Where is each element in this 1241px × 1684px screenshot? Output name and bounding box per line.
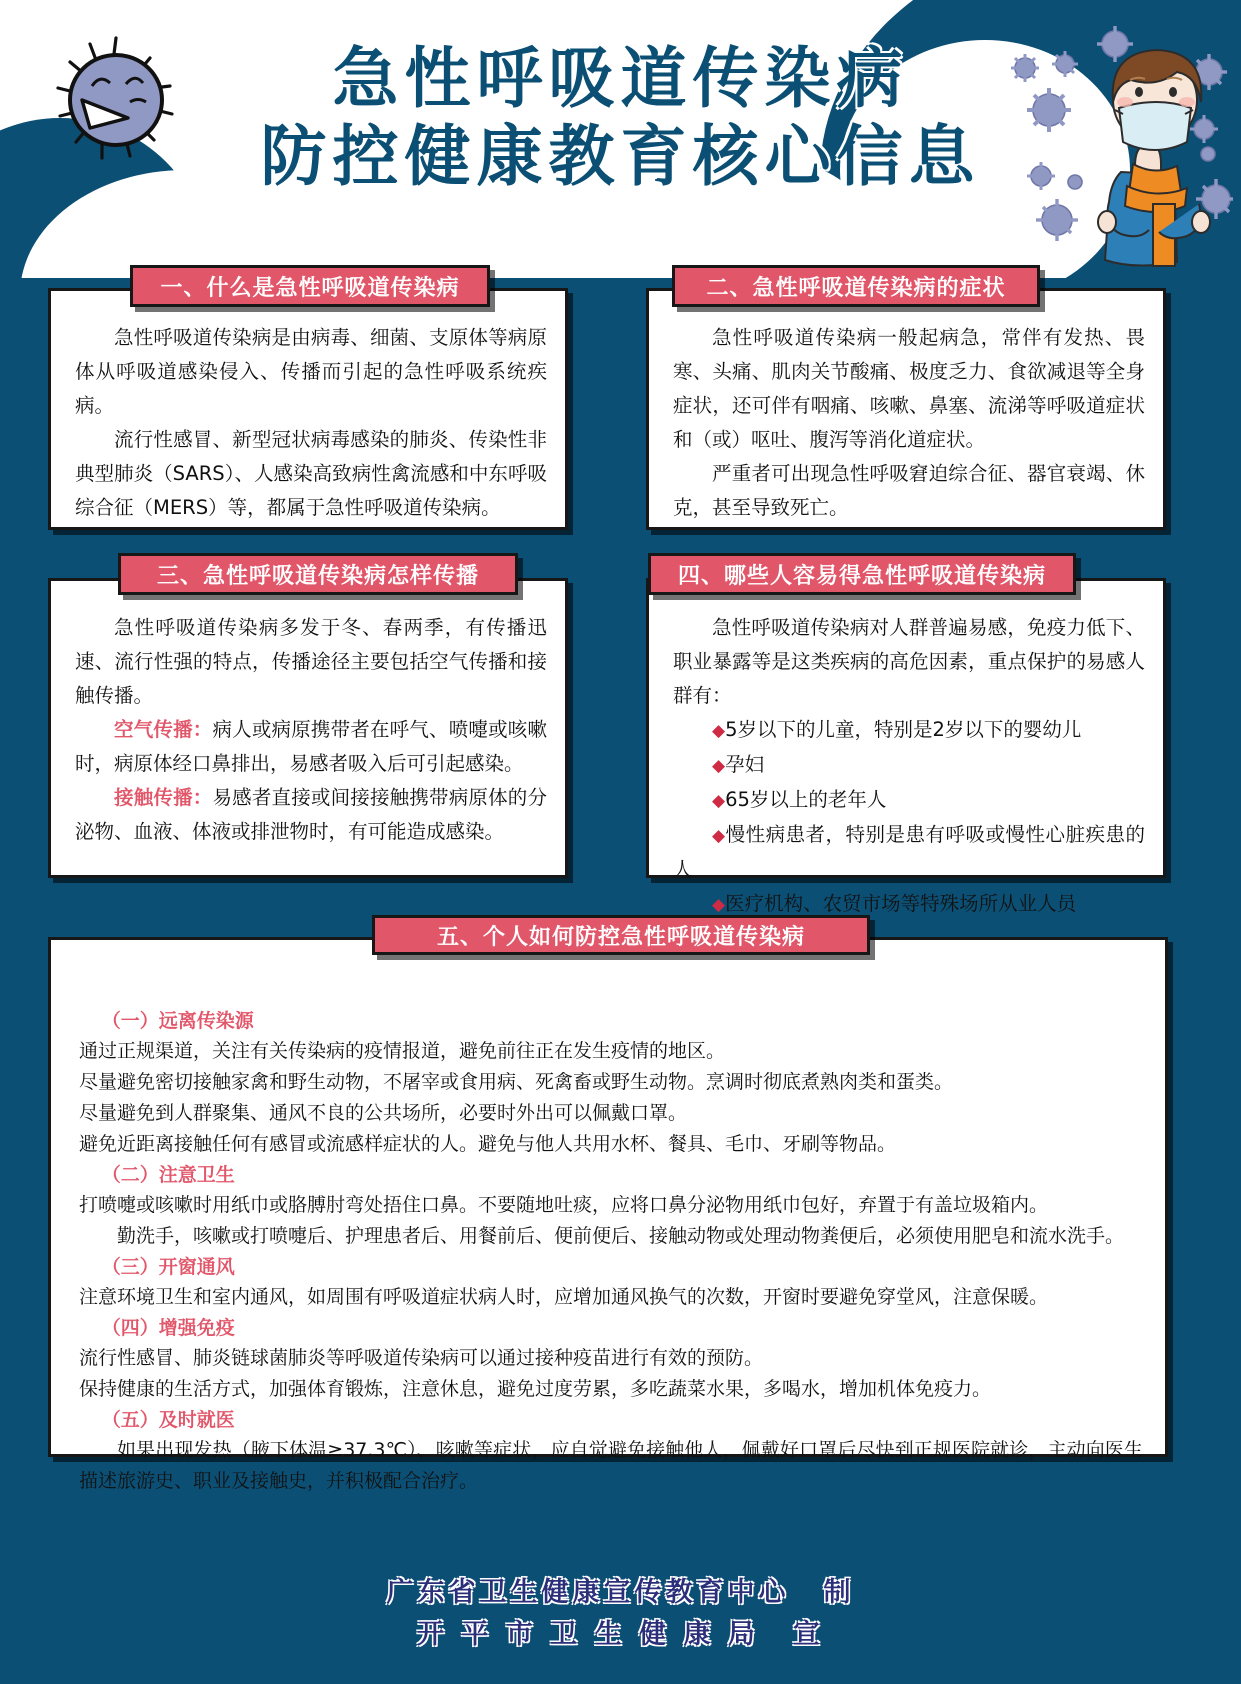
virus-particle-icon [1052, 51, 1078, 77]
virus-particle-icon [1036, 199, 1078, 241]
section-1-heading: 一、什么是急性呼吸道传染病 [130, 265, 490, 307]
section-4-item-text: 慢性病患者，特别是患有呼吸或慢性心脏疾患的人 [673, 823, 1145, 881]
diamond-bullet-icon: ◆ [712, 895, 726, 915]
section-1-body [75, 321, 547, 525]
section-5-line: 勤洗手，咳嗽或打喷嚏后、护理患者后、用餐前后、便前便后、接触动物或处理动物粪便后，必须使用肥皂和流水洗手。 [117, 1225, 1125, 1247]
footer-org-1: 广东省卫生健康宣传教育中心 [386, 1577, 790, 1608]
section-4-item-text: 65岁以上的老年人 [725, 788, 887, 811]
poster-title-line-2: 防控健康教育核心信息 [260, 117, 981, 195]
section-1-paragraph-1: 急性呼吸道传染病是由病毒、细菌、支原体等病原体从呼吸道感染侵入、传播而引起的急性呼吸系统疾病。 [75, 326, 547, 417]
section-3-item-2-text: 易感者直接或间接接触携带病原体的分泌物、血液、体液或排泄物时，有可能造成感染。 [75, 786, 547, 843]
virus-particle-icon [1097, 26, 1133, 62]
section-5-group-title: （五）及时就医 [101, 1409, 235, 1431]
section-3-item-1 [75, 713, 547, 781]
poster-header [0, 0, 1241, 278]
section-5-group-title: （三）开窗通风 [101, 1256, 235, 1278]
virus-particle-icon [1011, 54, 1039, 82]
section-4-card [646, 578, 1166, 915]
section-4-list-item [673, 748, 1145, 783]
diamond-bullet-icon: ◆ [712, 826, 726, 846]
poster-title-line-1: 急性呼吸道传染病 [332, 40, 909, 117]
diamond-bullet-icon: ◆ [712, 721, 726, 741]
section-3-intro: 急性呼吸道传染病多发于冬、春两季，有传播迅速、流行性强的特点，传播途径主要包括空气传播和接触传播。 [75, 616, 547, 707]
footer-suffix-1: 制 [823, 1577, 855, 1608]
section-5-line: 流行性感冒、肺炎链球菌肺炎等呼吸道传染病可以通过接种疫苗进行有效的预防。 [79, 1347, 764, 1369]
section-5-line: 避免近距离接触任何有感冒或流感样症状的人。避免与他人共用水杯、餐具、毛巾、牙刷等物品。 [79, 1133, 897, 1155]
section-3-item-1-text: 病人或病原携带者在呼气、喷嚏或咳嗽时，病原体经口鼻排出，易感者吸入后可引起感染。 [75, 718, 547, 775]
section-4-list-item [673, 713, 1145, 748]
section-3-item-2-label: 接触传播 [114, 786, 193, 809]
section-4-intro: 急性呼吸道传染病对人群普遍易感，免疫力低下、职业暴露等是这类疾病的高危因素，重点保护的易感人群有： [673, 616, 1145, 707]
section-4-body [673, 611, 1145, 922]
section-5-line: 保持健康的生活方式，加强体育锻炼，注意休息，避免过度劳累，多吃蔬菜水果，多喝水，增加机体免疫力。 [79, 1378, 992, 1400]
diamond-bullet-icon: ◆ [712, 791, 726, 811]
virus-mascot-icon [46, 30, 186, 170]
footer-org-2: 开 平 市 卫 生 健 康 局 [417, 1619, 759, 1650]
section-4-item-text: 医疗机构、农贸市场等特殊场所从业人员 [725, 892, 1077, 915]
virus-particle-icon [1027, 162, 1055, 190]
section-2-heading: 二、急性呼吸道传染病的症状 [672, 265, 1040, 307]
section-4-list-item [673, 783, 1145, 818]
poster-footer [0, 1554, 1241, 1684]
section-5-line: 通过正规渠道，关注有关传染病的疫情报道，避免前往正在发生疫情的地区。 [79, 1040, 726, 1062]
virus-particle-icon [1068, 175, 1082, 189]
section-1-card [48, 288, 568, 530]
section-3-item-2-sep: ： [192, 786, 213, 809]
virus-particle-icon [1027, 88, 1071, 132]
section-4-heading: 四、哪些人容易得急性呼吸道传染病 [648, 553, 1076, 595]
section-2-paragraph-2: 严重者可出现急性呼吸窘迫综合征、器官衰竭、休克，甚至导致死亡。 [673, 462, 1145, 519]
masked-person-illustration [1003, 24, 1233, 274]
section-5-line: 如果出现发热（腋下体温≥37.3℃）、咳嗽等症状，应自觉避免接触他人，佩戴好口罩后尽快到正规医院就诊，主动向医生描述旅游史、职业及接触史，并积极配合治疗。 [79, 1439, 1143, 1492]
section-5-group-title: （四）增强免疫 [101, 1317, 235, 1339]
section-3-card [48, 578, 568, 878]
section-4-item-text: 5岁以下的儿童，特别是2岁以下的婴幼儿 [725, 718, 1082, 741]
section-2-paragraph-1: 急性呼吸道传染病一般起病急，常伴有发热、畏寒、头痛、肌肉关节酸痛、极度乏力、食欲减退等全身症状，还可伴有咽痛、咳嗽、鼻塞、流涕等呼吸道症状和（或）呕吐、腹泻等消化道症状。 [673, 326, 1145, 451]
section-2-body [673, 321, 1145, 525]
section-5-group-title: （一）远离传染源 [101, 1010, 254, 1032]
footer-line-1 [0, 1572, 1241, 1614]
section-5-line: 尽量避免密切接触家禽和野生动物，不屠宰或食用病、死禽畜或野生动物。烹调时彻底煮熟肉类和蛋类。 [79, 1071, 954, 1093]
virus-particle-icon [1201, 147, 1215, 161]
section-3-item-1-sep: ： [192, 718, 213, 741]
footer-line-2 [0, 1614, 1241, 1656]
footer-suffix-2: 宣 [792, 1619, 824, 1650]
section-5-line: 注意环境卫生和室内通风，如周围有呼吸道症状病人时，应增加通风换气的次数，开窗时要避免穿堂风，注意保暖。 [79, 1286, 1049, 1308]
section-5-line: 尽量避免到人群聚集、通风不良的公共场所，必要时外出可以佩戴口罩。 [79, 1102, 688, 1124]
section-5-card [48, 937, 1168, 1492]
section-4-list-item [673, 818, 1145, 887]
virus-particle-icon [1190, 115, 1218, 143]
section-4-item-text: 孕妇 [725, 753, 765, 776]
section-2-card [646, 288, 1166, 530]
section-1-paragraph-2: 流行性感冒、新型冠状病毒感染的肺炎、传染性非典型肺炎（SARS）、人感染高致病性禽流感和中东呼吸综合征（MERS）等，都属于急性呼吸道传染病。 [75, 428, 547, 519]
section-3-item-1-label: 空气传播 [114, 718, 193, 741]
section-3-item-2 [75, 781, 547, 849]
section-5-line: 打喷嚏或咳嗽时用纸巾或胳膊肘弯处捂住口鼻。不要随地吐痰，应将口鼻分泌物用纸巾包好，弃置于有盖垃圾箱内。 [79, 1194, 1049, 1216]
section-3-heading: 三、急性呼吸道传染病怎样传播 [118, 553, 518, 595]
section-5-group-title: （二）注意卫生 [101, 1164, 235, 1186]
section-5-body [79, 1006, 1143, 1497]
diamond-bullet-icon: ◆ [712, 756, 726, 776]
section-3-body [75, 611, 547, 849]
section-5-heading: 五、个人如何防控急性呼吸道传染病 [372, 915, 870, 955]
